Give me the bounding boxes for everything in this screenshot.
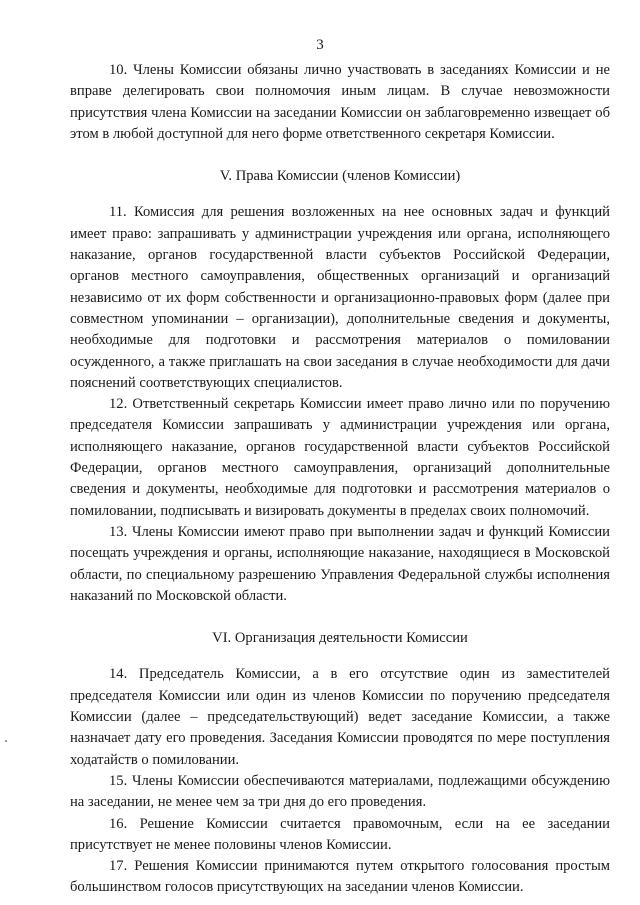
paragraph-13: 13. Члены Комиссии имеют право при выполнении задач и функций Комиссии посещать учреждения и органы, исполняющие наказание, находящиеся в Московской области, по специальному разрешению Управления Федеральной службы исполнения наказаний по Московской области. — [70, 523, 610, 604]
paragraph-14: 14. Председатель Комиссии, а в его отсутствие один из заместителей председателя Комиссии или один из членов Комиссии по поручению председателя Комиссии (далее – председательствующий) ведет заседание Комиссии, а также назначает дату его проведения. Заседания Комиссии проводятся по мере поступления ходатайств о помиловании. — [70, 666, 610, 768]
paragraph-10: 10. Члены Комиссии обязаны лично участвовать в заседаниях Комиссии и не вправе делегировать свои полномочия иным лицам. В случае невозможности присутствия члена Комиссии на заседании Комиссии он заблаговременно извещает об этом в любой доступной для него форме ответственного секретаря Комиссии. — [70, 62, 610, 142]
paragraph-12: 12. Ответственный секретарь Комиссии имеет право лично или по поручению председателя Комиссии запрашивать у администрации учреждения или органа, исполняющего наказание, органов государственной власти субъектов Российской Федерации, органов местного самоуправления, организаций дополнительные сведения и документы, необходимые для подготовки и рассмотрения материалов о помиловании, подписывать и визировать документы в пределах своих полномочий. — [70, 396, 610, 519]
paragraph-15: 15. Члены Комиссии обеспечиваются материалами, подлежащими обсуждению на заседании, не менее чем за три дня до его проведения. — [70, 772, 610, 811]
scan-speck — [5, 740, 7, 742]
paragraph-16: 16. Решение Комиссии считается правомочным, если на ее заседании присутствует не менее половины членов Комиссии. — [70, 815, 610, 853]
section-heading-v: V. Права Комиссии (членов Комиссии) — [219, 168, 461, 185]
section-heading-vi: VI. Организация деятельности Комиссии — [212, 630, 468, 647]
page-number: 3 — [316, 37, 324, 53]
document-body — [70, 60, 610, 899]
paragraph-17: 17. Решения Комиссии принимаются путем открытого голосования простым большинством голосов присутствующих на заседании членов Комиссии. — [70, 858, 610, 896]
paragraph-11: 11. Комиссия для решения возложенных на нее основных задач и функций имеет право: запрашивать у администрации учреждения или органа, исполняющего наказание, органов государственной власти субъектов Российской Федерации, органов местного самоуправления, общественных организаций и организаций независимо от их форм собственности и организационно-правовых форм (далее при совместном упоминании – организации), дополнительные сведения и документы, необходимые для подготовки и рассмотрения материалов о помиловании осужденного, а также приглашать на свои заседания в случае необходимости для дачи пояснений соответствующих специалистов. — [70, 204, 610, 391]
